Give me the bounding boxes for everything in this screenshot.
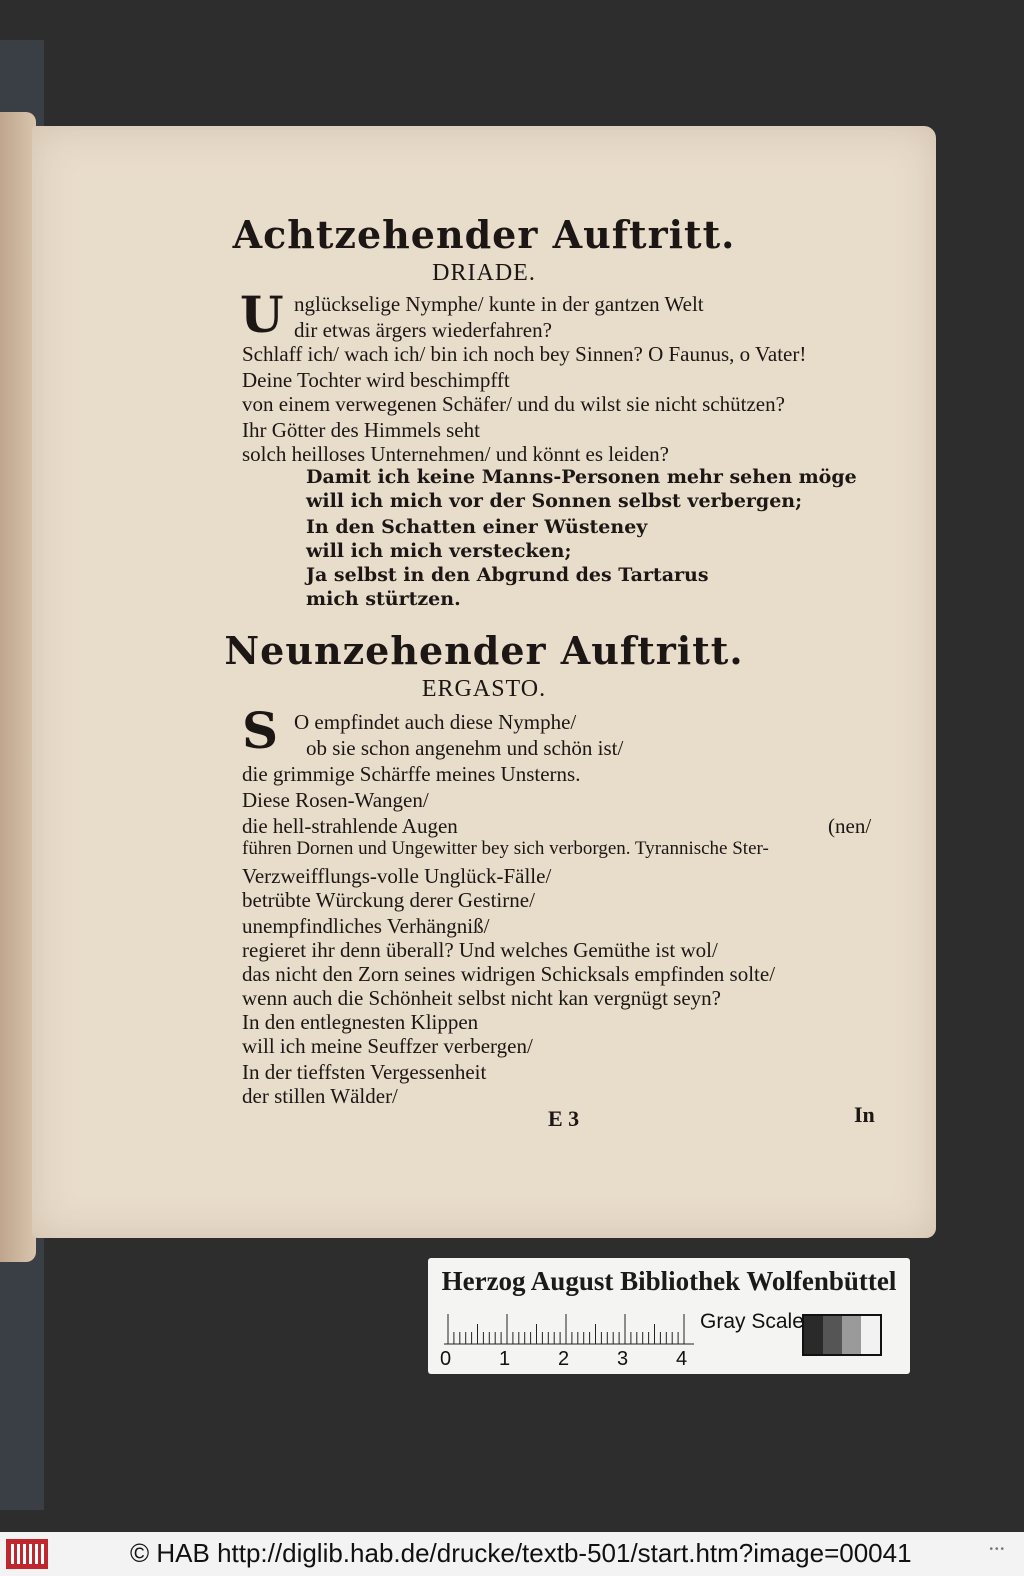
speaker-driade: DRIADE. [432,260,536,286]
drop-initial-s: S [242,701,279,760]
aria-line: mich stürtzen. [306,588,461,610]
verse-line: wenn auch die Schönheit selbst nicht kan vergnügt seyn? [242,986,722,1010]
verse-line: nglückselige Nymphe/ kunte in der gantzen Welt [294,292,704,316]
scene-heading-18: Achtzehender Auftritt. [232,212,736,257]
verse-line: dir etwas ärgers wiederfahren? [294,318,552,342]
hab-logo-icon [6,1539,48,1569]
aria-line: will ich mich verstecken; [306,540,572,562]
aria-line: will ich mich vor der Sonnen selbst verbergen; [306,490,803,512]
verse-line: In den entlegnesten Klippen [242,1010,479,1034]
gray-patch [861,1316,880,1354]
verse-line: die hell-strahlende Augen [242,814,458,838]
verse-line: von einem verwegenen Schäfer/ und du wilst sie nicht schützen? [242,392,785,416]
page-text [32,126,936,1238]
verse-line: ob sie schon angenehm und schön ist/ [306,736,624,760]
ruler [444,1308,696,1346]
ruler-number: 3 [617,1348,629,1370]
hyphen-continuation: (nen/ [828,814,872,838]
verse-line: Ihr Götter des Himmels seht [242,418,480,442]
speaker-ergasto: ERGASTO. [421,676,547,702]
book-page [32,126,936,1238]
grayscale-label: Gray Scale [700,1310,804,1333]
color-reference-card [428,1258,910,1374]
verse-line: Diese Rosen-Wangen/ [242,788,429,812]
gray-patch [804,1316,823,1354]
aria-line: In den Schatten einer Wüsteney [306,516,648,538]
aria-line: Damit ich keine Manns-Personen mehr sehen möge [306,466,857,488]
left-page-edge [0,112,36,1262]
verse-line: In der tieffsten Vergessenheit [242,1060,487,1084]
signature-mark: E 3 [548,1106,580,1131]
drop-initial-u: U [240,285,284,344]
verse-line: regieret ihr denn überall? Und welches Gemüthe ist wol/ [242,938,718,962]
verse-line: Verzweifflungs-volle Unglück-Fälle/ [242,864,552,888]
ruler-number: 2 [558,1348,570,1370]
verse-line: O empfindet auch diese Nymphe/ [294,710,577,734]
verse-line: solch heilloses Unternehmen/ und könnt es leiden? [242,442,669,466]
footer-bar [0,1532,1024,1576]
ruler-number: 1 [499,1348,511,1370]
verse-line: unempfindliches Verhängniß/ [242,914,490,938]
ruler-number: 4 [676,1348,688,1370]
verse-line: das nicht den Zorn seines widrigen Schicksals empfinden solte/ [242,962,776,986]
aria-line: Ja selbst in den Abgrund des Tartarus [306,564,709,586]
verse-line: die grimmige Schärffe meines Unsterns. [242,762,581,786]
verse-line: betrübte Würckung derer Gestirne/ [242,888,535,912]
catchword: In [854,1102,875,1127]
footer-dots: ••• [989,1544,1006,1555]
card-title: Herzog August Bibliothek Wolfenbüttel [441,1266,897,1296]
verse-line: Deine Tochter wird beschimpfft [242,368,510,392]
gray-patch [842,1316,861,1354]
verse-line: Schlaff ich/ wach ich/ bin ich noch bey Sinnen? O Faunus, o Vater! [242,342,807,366]
source-link[interactable]: © HAB http://diglib.hab.de/drucke/textb-501/start.htm?image=00041 [130,1538,912,1568]
verse-line: führen Dornen und Ungewitter bey sich verborgen. Tyrannische Ster- [242,838,769,859]
verse-line: der stillen Wälder/ [242,1084,398,1108]
ruler-number: 0 [440,1348,452,1370]
grayscale-swatch [802,1314,882,1356]
verse-line: will ich meine Seuffzer verbergen/ [242,1034,533,1058]
scene-heading-19: Neunzehender Auftritt. [224,628,744,673]
gray-patch [823,1316,842,1354]
